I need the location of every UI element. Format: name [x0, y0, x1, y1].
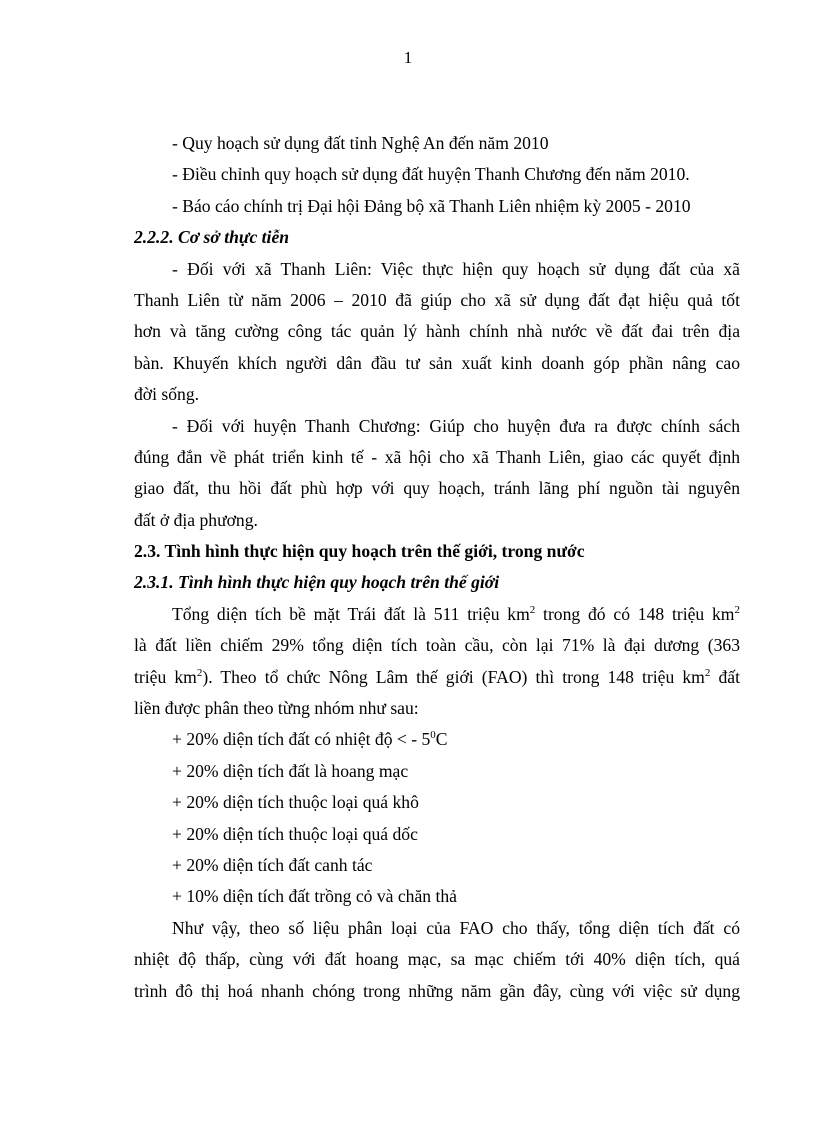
document-body — [134, 128, 740, 1007]
text-run: Tổng diện tích bề mặt Trái đất là 511 triệu km — [172, 603, 530, 624]
reference-item: - Quy hoạch sử dụng đất tỉnh Nghệ An đến năm 2010 — [172, 133, 549, 153]
list-item — [134, 724, 740, 755]
text-run: đất — [710, 666, 740, 687]
text-run: C — [435, 729, 448, 750]
text-run: trong đó có 148 triệu km — [535, 603, 735, 624]
paragraph-line: Như vậy, theo số liệu phân loại của FAO cho thấy, tổng diện tích đất có — [172, 917, 740, 938]
superscript: 0 — [430, 729, 436, 742]
paragraph-line: Thanh Liên từ năm 2006 – 2010 đã giúp cho xã sử dụng đất đạt hiệu quả tốt — [134, 289, 740, 310]
reference-item: - Báo cáo chính trị Đại hội Đảng bộ xã Thanh Liên nhiệm kỳ 2005 - 2010 — [172, 195, 691, 216]
paragraph-line: - Đối với xã Thanh Liên: Việc thực hiện quy hoạch sử dụng đất của xã — [172, 258, 740, 279]
paragraph-line: - Đối với huyện Thanh Chương: Giúp cho huyện đưa ra được chính sách — [172, 415, 740, 436]
superscript: 2 — [196, 666, 203, 679]
paragraph-line: là đất liền chiếm 29% tổng diện tích toàn cầu, còn lại 71% là đại dương (363 — [134, 635, 740, 656]
superscript: 2 — [734, 603, 740, 616]
list-item: + 20% diện tích thuộc loại quá khô — [172, 792, 419, 813]
section-heading-2-3: 2.3. Tình hình thực hiện quy hoạch trên thế giới, trong nước — [134, 541, 585, 562]
paragraph-line — [134, 662, 740, 693]
list-item: + 20% diện tích đất canh tác — [172, 854, 373, 875]
paragraph-line: giao đất, thu hồi đất phù hợp với quy hoạch, tránh lãng phí nguồn tài nguyên — [134, 478, 740, 499]
list-item: + 20% diện tích thuộc loại quá dốc — [172, 823, 418, 844]
superscript: 2 — [529, 603, 536, 616]
text-run: triệu km — [134, 666, 197, 687]
reference-item: - Điều chỉnh quy hoạch sử dụng đất huyện Thanh Chương đến năm 2010. — [172, 164, 690, 185]
paragraph-line: đúng đắn về phát triển kinh tế - xã hội cho xã Thanh Liên, giao các quyết định — [134, 446, 740, 467]
text-run: + 20% diện tích đất có nhiệt độ < - 5 — [172, 729, 431, 750]
superscript: 2 — [704, 666, 711, 679]
section-heading-2-2-2: 2.2.2. Cơ sở thực tiễn — [134, 227, 290, 248]
page-number: 1 — [403, 48, 413, 67]
text-run: ). Theo tổ chức Nông Lâm thế giới (FAO) thì trong 148 triệu km — [202, 666, 705, 687]
paragraph-line: hơn và tăng cường công tác quản lý hành chính nhà nước về đất đai trên địa — [134, 321, 740, 342]
list-item: + 20% diện tích đất là hoang mạc — [172, 760, 409, 781]
paragraph-line: liền được phân theo từng nhóm như sau: — [134, 698, 419, 719]
paragraph-line: trình đô thị hoá nhanh chóng trong những năm gần đây, cùng với việc sử dụng — [134, 980, 740, 1001]
paragraph-line: bàn. Khuyến khích người dân đầu tư sản xuất kinh doanh góp phần nâng cao — [134, 352, 740, 373]
paragraph-line — [134, 599, 740, 630]
section-heading-2-3-1: 2.3.1. Tình hình thực hiện quy hoạch trên thế giới — [134, 572, 500, 593]
paragraph-line: nhiệt độ thấp, cùng với đất hoang mạc, sa mạc chiếm tới 40% diện tích, quá — [134, 949, 740, 970]
paragraph-line: đời sống. — [134, 384, 200, 405]
list-item: + 10% diện tích đất trồng cỏ và chăn thả — [172, 886, 457, 907]
paragraph-line: đất ở địa phương. — [134, 509, 258, 530]
